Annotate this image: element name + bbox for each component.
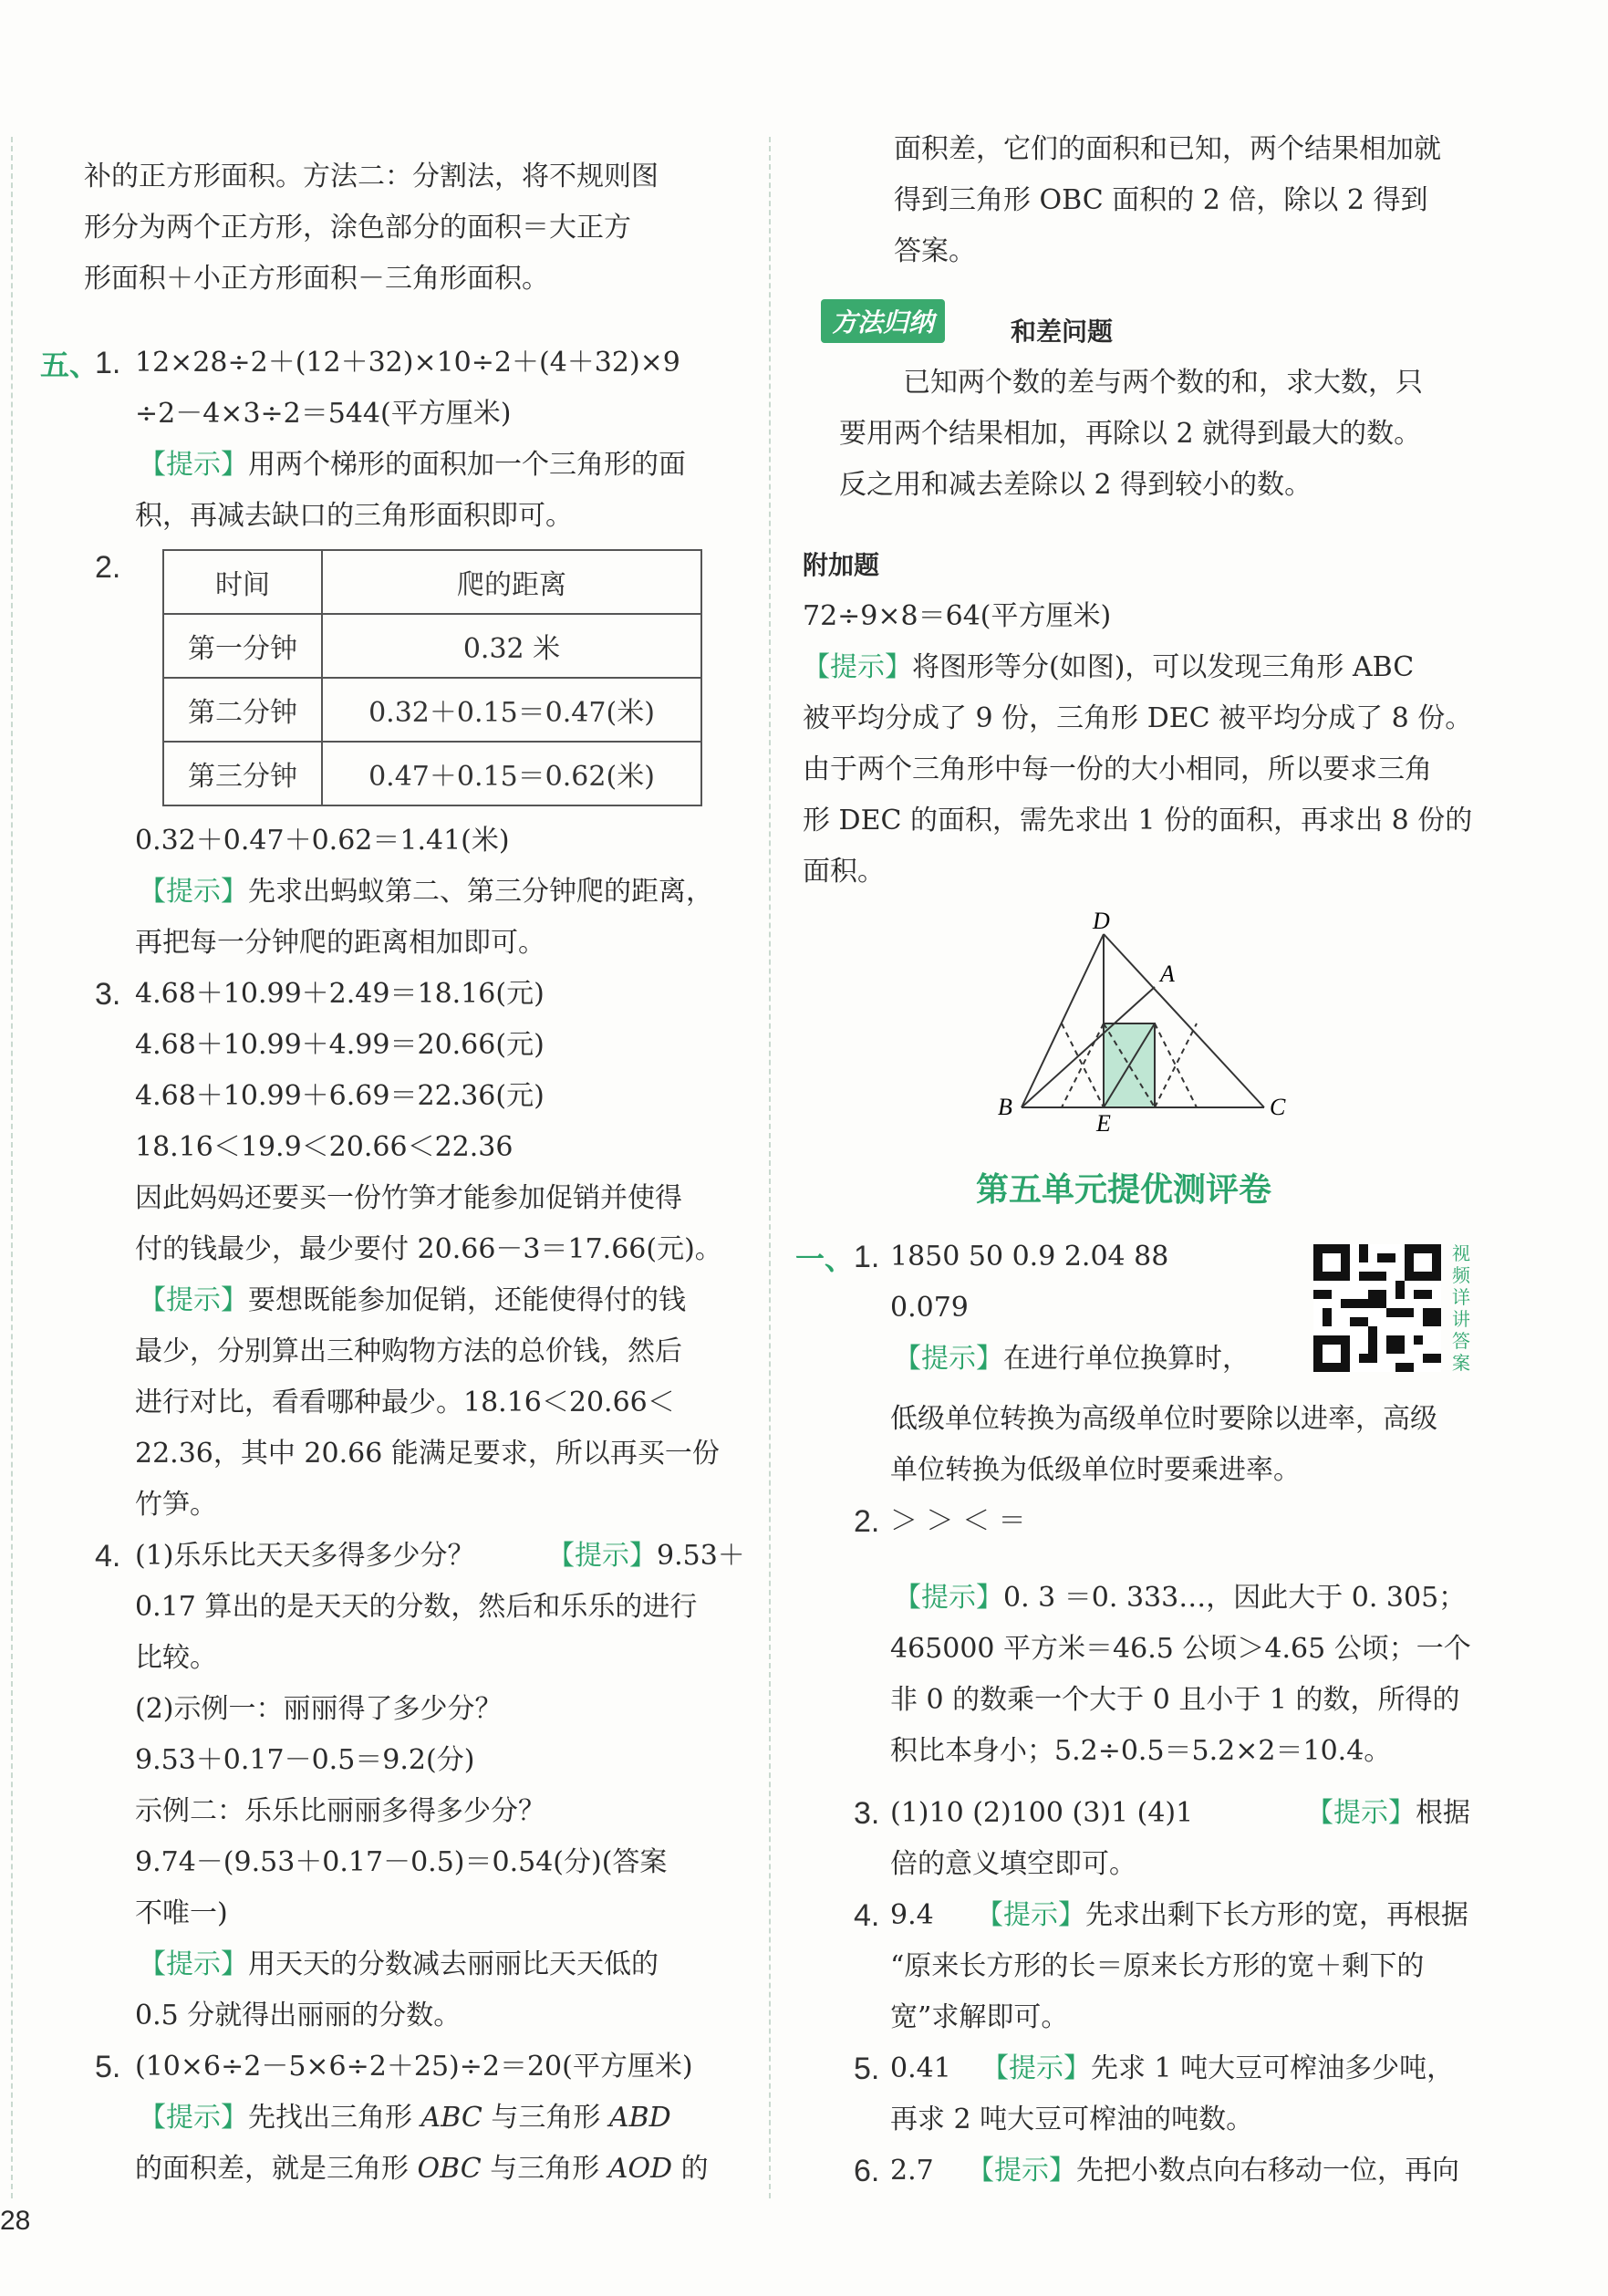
label-B: B	[998, 1094, 1012, 1120]
crawl-distance-table	[162, 549, 702, 806]
hint-tag: 【提示】	[981, 2052, 1091, 2084]
s1q4-hint-line-3: 宽”求解即可。	[890, 2001, 1069, 2033]
s1q3-hint-tail: 根据	[1416, 1797, 1470, 1829]
q4-hint-line-2: 0.5 分就得出丽丽的分数。	[135, 2000, 462, 2031]
section-label-5: 五、	[40, 348, 99, 382]
table-header: 时间	[163, 550, 322, 614]
qr-code-icon[interactable]	[1313, 1244, 1441, 1372]
s1q2-hint-text-1: 0. 3 ＝0. 333…，因此大于 0. 305；	[1003, 1582, 1467, 1614]
hint-tag: 【提示】	[139, 1948, 248, 1980]
q5-hint-b: 与三角形	[482, 2102, 609, 2134]
q3-line-6: 付的钱最少，最少要付 20.66－3＝17.66(元)。	[135, 1233, 722, 1265]
table-cell: 0.47＋0.15＝0.62(米)	[322, 742, 701, 805]
hint-tag: 【提示】	[547, 1540, 657, 1572]
s1q6-hint	[967, 2145, 1459, 2197]
method-line-3: 反之用和减去差除以 2 得到较小的数。	[839, 469, 1312, 501]
hint-tag: 【提示】	[976, 1899, 1085, 1931]
table-cell: 0.32＋0.15＝0.47(米)	[322, 678, 701, 742]
q4-line-3: 比较。	[135, 1642, 217, 1674]
s1q5-hint-line-2: 再求 2 吨大豆可榨油的吨数。	[890, 2104, 1254, 2135]
q4-hint-inline	[547, 1531, 745, 1582]
s1q6-number: 6.	[854, 2154, 880, 2188]
label-A: A	[1160, 961, 1175, 987]
right-top-line-2	[894, 175, 1428, 226]
section-label-1: 一、	[795, 1242, 855, 1276]
s1q1-line-2: 0.079	[890, 1292, 969, 1324]
q4-hint-text-1: 用天天的分数减去丽丽比天天低的	[248, 1948, 659, 1980]
hint-tag: 【提示】	[967, 2155, 1076, 2187]
q4-number: 4.	[95, 1539, 121, 1574]
s1q4-number: 4.	[854, 1898, 880, 1933]
q1-hint	[139, 440, 686, 491]
q5-hint2-a: 的面积差，就是三角形	[135, 2153, 418, 2185]
method-line-1: 已知两个数的差与两个数的和，求大数，只	[903, 367, 1423, 399]
q4-hint-start: 9.53＋	[657, 1540, 745, 1572]
q5-hint2-b: 与三角形	[481, 2153, 608, 2185]
hint-tag: 【提示】	[139, 2102, 248, 2134]
s1q4-value: 9.4	[890, 1899, 934, 1931]
table-cell: 第三分钟	[163, 742, 322, 805]
column-divider	[769, 137, 771, 2198]
s1q1-hint-line-2: 低级单位转换为高级单位时要除以进率，高级	[890, 1403, 1437, 1435]
s1q1-hint	[894, 1334, 1250, 1385]
method-line-2: 要用两个结果相加，再除以 2 就得到最大的数。	[839, 418, 1422, 450]
method-title: 和差问题	[1011, 317, 1114, 347]
q2-hint	[139, 867, 713, 918]
q5-aod: AOD	[607, 2153, 673, 2185]
q3-hint-line-4: 22.36，其中 20.66 能满足要求，所以再买一份	[135, 1438, 720, 1470]
table-header-row	[163, 550, 701, 614]
table-cell: 0.32 米	[322, 614, 701, 678]
s1q2-hint-line-4: 积比本身小；5.2÷0.5＝5.2×2＝10.4。	[890, 1735, 1392, 1767]
table-cell: 第二分钟	[163, 678, 322, 742]
q4-line-4: (2)示例一：丽丽得了多少分？	[135, 1693, 503, 1725]
table-row	[163, 678, 701, 742]
right-top-line-1: 面积差，它们的面积和已知，两个结果相加就	[894, 133, 1441, 165]
right-top-line-2-prefix: 得	[894, 184, 921, 216]
q5-line: (10×6÷2－5×6÷2＋25)÷2＝20(平方厘米)	[135, 2051, 693, 2083]
unit-title: 第五单元提优测评卷	[976, 1171, 1272, 1209]
s1q3-line-2: 倍的意义填空即可。	[890, 1848, 1136, 1880]
q1-hint-line-2: 积，再减去缺口的三角形面积即可。	[135, 500, 573, 532]
q1-line-2: ÷2－4×3÷2＝544(平方厘米)	[135, 398, 512, 430]
s1q1-hint-line-3: 单位转换为低级单位时要乘进率。	[890, 1454, 1301, 1486]
page-number: 28	[0, 2206, 31, 2236]
label-C: C	[1270, 1094, 1286, 1120]
right-top-line-2-rest: 到三角形 OBC 面积的 2 倍，除以 2 得到	[921, 184, 1428, 216]
table-row	[163, 614, 701, 678]
s1q3-hint	[1306, 1788, 1470, 1839]
q3-line-2: 4.68＋10.99＋4.99＝20.66(元)	[135, 1029, 545, 1061]
s1q2-line: ＞ ＞ ＜ ＝	[890, 1505, 1026, 1537]
q3-line-4: 18.16＜19.9＜20.66＜22.36	[135, 1131, 514, 1163]
extra-hint	[803, 642, 1414, 693]
q4-hint	[139, 1939, 659, 1990]
q3-line-5: 因此妈妈还要买一份竹笋才能参加促销并使得	[135, 1182, 682, 1214]
q4-line-8: 不唯一)	[135, 1897, 228, 1929]
intro-line-2: 形分为两个正方形，涂色部分的面积＝大正方	[84, 212, 631, 244]
q3-hint-text-1: 要想既能参加促销，还能使得付的钱	[248, 1284, 686, 1316]
q1-number: 1.	[95, 346, 121, 380]
q4-line-2: 0.17 算出的是天天的分数，然后和乐乐的进行	[135, 1591, 698, 1623]
q4-line-5: 9.53＋0.17－0.5＝9.2(分)	[135, 1744, 475, 1776]
s1q1-hint-text-1: 在进行单位换算时，	[1003, 1343, 1250, 1375]
hint-tag: 【提示】	[894, 1343, 1003, 1375]
intro-line-1: 补的正方形面积。方法二：分割法，将不规则图	[84, 161, 659, 192]
q3-hint-line-5: 竹笋。	[135, 1489, 217, 1521]
s1q3-number: 3.	[854, 1796, 880, 1831]
q1-hint-text-1: 用两个梯形的面积加一个三角形的面	[248, 449, 686, 481]
s1q4-hint-line-2: “原来长方形的长＝原来长方形的宽＋剩下的	[890, 1950, 1425, 1982]
extra-hint-line-2: 被平均分成了 9 份，三角形 DEC 被平均分成了 8 份。	[803, 702, 1473, 734]
hint-tag: 【提示】	[139, 1284, 248, 1316]
q3-hint	[139, 1275, 686, 1326]
q5-obc: OBC	[417, 2153, 482, 2185]
q2-number: 2.	[95, 550, 121, 585]
q5-number: 5.	[95, 2050, 121, 2084]
q2-hint-line-2: 再把每一分钟爬的距离相加即可。	[135, 927, 545, 959]
s1q5-hint-text-1: 先求 1 吨大豆可榨油多少吨，	[1091, 2052, 1455, 2084]
hint-tag: 【提示】	[803, 651, 912, 683]
s1q4-hint-text-1: 先求出剩下长方形的宽，再根据	[1085, 1899, 1468, 1931]
q5-abd: ABD	[608, 2102, 671, 2134]
triangle-figure	[994, 912, 1304, 1131]
extra-hint-line-3: 由于两个三角形中每一份的大小相同，所以要求三角	[803, 753, 1432, 785]
q4-line-1: (1)乐乐比天天多得多少分？	[135, 1540, 475, 1572]
q4-line-7: 9.74－(9.53＋0.17－0.5)＝0.54(分)(答案	[135, 1846, 668, 1878]
s1q1-line: 1850 50 0.9 2.04 88	[890, 1241, 1169, 1273]
q2-hint-text-1: 先求出蚂蚁第二、第三分钟爬的距离，	[248, 876, 713, 908]
q5-hint2-c: 的	[672, 2153, 709, 2185]
extra-line: 72÷9×8＝64(平方厘米)	[803, 600, 1112, 632]
s1q1-number: 1.	[854, 1240, 880, 1274]
left-margin-line	[11, 137, 13, 2198]
q5-hint	[139, 2093, 671, 2144]
s1q5-number: 5.	[854, 2052, 880, 2086]
extra-hint-text-1: 将图形等分(如图)，可以发现三角形 ABC	[912, 651, 1415, 683]
table-cell: 第一分钟	[163, 614, 322, 678]
q1-line-1: 12×28÷2＋(12＋32)×10÷2＋(4＋32)×9	[135, 347, 680, 379]
q2-line: 0.32＋0.47＋0.62＝1.41(米)	[135, 825, 510, 857]
s1q3-line: (1)10 (2)100 (3)1 (4)1	[890, 1797, 1194, 1829]
q3-hint-line-3: 进行对比，看看哪种最少。18.16＜20.66＜	[135, 1387, 675, 1418]
q5-abc: ABC	[420, 2102, 482, 2134]
s1q5-value: 0.41	[890, 2052, 951, 2084]
q3-hint-line-2: 最少，分别算出三种购物方法的总价钱，然后	[135, 1335, 682, 1367]
qr-caption: 视频详讲答案	[1452, 1242, 1470, 1374]
q3-number: 3.	[95, 977, 121, 1012]
hint-tag: 【提示】	[139, 449, 248, 481]
extra-hint-line-5: 面积。	[803, 856, 885, 888]
right-top-line-3: 答案。	[894, 235, 976, 267]
s1q2-hint	[894, 1573, 1466, 1624]
hint-tag: 【提示】	[894, 1582, 1003, 1614]
table-header: 爬的距离	[322, 550, 701, 614]
hint-tag: 【提示】	[139, 876, 248, 908]
q5-hint-line-2	[135, 2144, 709, 2195]
s1q2-hint-line-3: 非 0 的数乘一个大于 0 且小于 1 的数，所得的	[890, 1684, 1460, 1716]
q3-line-1: 4.68＋10.99＋2.49＝18.16(元)	[135, 978, 545, 1010]
q5-hint-a: 先找出三角形	[248, 2102, 421, 2134]
s1q6-hint-text: 先把小数点向右移动一位，再向	[1076, 2155, 1459, 2187]
q3-line-3: 4.68＋10.99＋6.69＝22.36(元)	[135, 1080, 545, 1112]
table-row	[163, 742, 701, 805]
intro-line-3: 形面积＋小正方形面积－三角形面积。	[84, 263, 549, 295]
extra-title: 附加题	[803, 550, 880, 580]
extra-hint-line-4: 形 DEC 的面积，需先求出 1 份的面积，再求出 8 份的	[803, 805, 1473, 836]
q4-line-6: 示例二：乐乐比丽丽多得多少分？	[135, 1795, 545, 1827]
label-D: D	[1093, 912, 1110, 934]
s1q2-hint-line-2: 465000 平方米＝46.5 公顷＞4.65 公顷；一个	[890, 1633, 1471, 1665]
s1q2-number: 2.	[854, 1504, 880, 1539]
s1q5-hint	[981, 2043, 1454, 2094]
method-badge: 方法归纳	[821, 299, 945, 343]
s1q6-value: 2.7	[890, 2155, 934, 2187]
label-E: E	[1096, 1110, 1111, 1131]
s1q4-hint	[976, 1890, 1468, 1941]
hint-tag: 【提示】	[1306, 1797, 1416, 1829]
